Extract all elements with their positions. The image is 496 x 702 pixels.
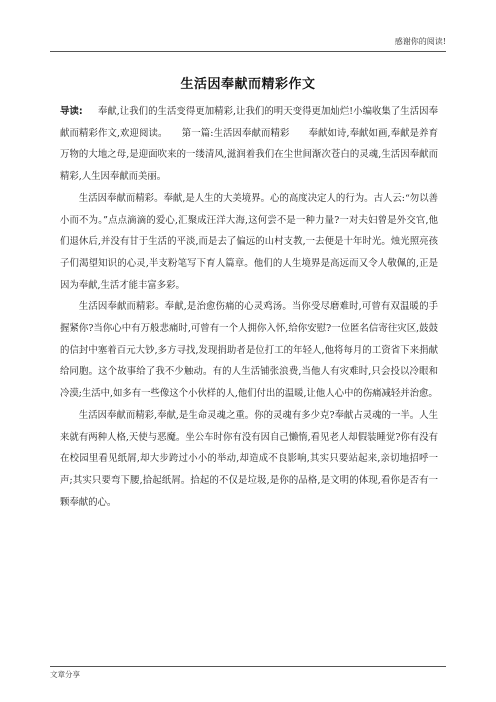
page-footer: 文章分享: [50, 670, 80, 679]
article-title: 生活因奉献而精彩作文: [180, 77, 316, 92]
intro-lead: 导读:: [60, 106, 83, 117]
intro-text: 奉献,让我们的生活变得更加精彩,让我们的明天变得更加灿烂!小编收集了生活因奉献而精彩作文,欢迎阅读。 第一篇:生活因奉献而精彩 奉献如诗,奉献如画,奉献是养育万物的大地之母,是迎面吹来的一缕清风,滋润着我们在尘世间渐次苍白的灵魂,生活因奉献而精彩,人生因奉献而美丽。: [60, 106, 438, 183]
intro-paragraph: [60, 101, 438, 188]
article-body: [60, 101, 438, 513]
body-paragraph-2: 生活因奉献而精彩。奉献,是治愈伤痛的心灵鸡汤。当你受尽磨难时,可曾有双温暖的手握紧你?当你心中有万般悲痛时,可曾有一个人拥你入怀,给你安慰?一位匿名信寄往灾区,鼓鼓的信封中塞着百元大钞,多方寻找,发现捐助者是位打工的年轻人,他将每月的工资省下来捐献给同胞。这个故事给了我不少触动。有的人生活铺张浪费,当他人有灾难时,只会投以冷眼和冷漠;生活中,如多有一些像这个小伙样的人,他们付出的温暖,让他人心中的伤痛减轻并治愈。: [60, 301, 438, 400]
body-paragraph-3: 生活因奉献而精彩,奉献,是生命灵魂之重。你的灵魂有多少克?奉献占灵魂的一半。人生来就有两种人格,天使与恶魔。坐公车时你有没有因自己懒惰,看见老人却假装睡觉?你有没有在校园里看见纸屑,却大步跨过小小的举动,却造成不良影响,其实只要站起来,亲切地招呼一声;其实只要弯下腰,拾起纸屑。拾起的不仅是垃圾,是你的品格,是文明的体现,看你是否有一颗奉献的心。: [60, 409, 438, 508]
page-header: 感谢你的阅读!: [394, 37, 446, 46]
footer-rule: [50, 666, 446, 667]
header-rule: [50, 51, 446, 52]
body-paragraph-1: 生活因奉献而精彩。奉献,是人生的大美境界。心的高度决定人的行为。古人云:“勿以善小而不为。”点点滴滴的爱心,汇聚成汪洋大海,这何尝不是一种力量?一对夫妇曾是外交官,他们退休后,并没有甘于生活的平淡,而是去了偏远的山村支教,一去便是十年时光。烛光照亮孩子们渴望知识的心灵,半支粉笔写下育人篇章。他们的人生境界是高远而又令人敬佩的,正是因为奉献,生活才能丰富多彩。: [60, 192, 438, 291]
